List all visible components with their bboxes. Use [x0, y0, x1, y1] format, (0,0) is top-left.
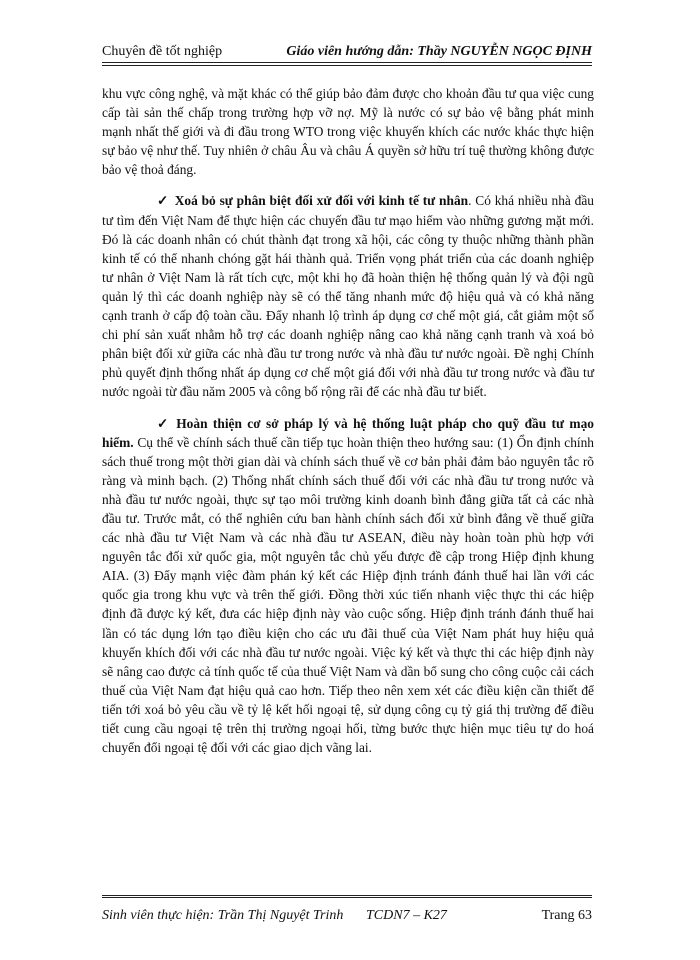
- section-legal-framework: [102, 414, 594, 758]
- section-private-economy: [102, 191, 594, 401]
- paragraph-intro: khu vực công nghệ, và mặt khác có thể giúp bảo đảm được cho khoản đầu tư qua việc cung cấp tài sản thế chấp trong trường hợp vỡ nợ. Mỹ là nước có sự bảo vệ bằng phát minh mạnh nhất thế giới và đi đầu trong WTO trong việc khuyến khích các nước khác thực hiện sự bảo vệ như thế. Tuy nhiên ở châu Âu và châu Á quyền sở hữu trí tuệ thường không được bảo vệ thoả đáng.: [102, 86, 594, 178]
- footer-class: TCDN7 – K27: [366, 908, 447, 923]
- section-legal-framework-title: Hoàn thiện cơ sở pháp lý và hệ thống luật pháp cho quỹ đầu tư mạo hiểm.: [102, 415, 594, 450]
- page-footer: [102, 895, 592, 926]
- document-body: [102, 84, 594, 757]
- header-thesis-label: Chuyên đề tốt nghiệp: [102, 44, 223, 59]
- page-header: [102, 38, 592, 66]
- section-private-economy-body: . Có khá nhiều nhà đầu tư tìm đến Việt Nam để thực hiện các chuyến đầu tư mạo hiểm vào những gương mặt mới. Đó là các doanh nhân có chút thành đạt trong xã hội, các công ty thuộc những thành phần kinh tế có thể nhanh chóng gặt hái thành quả. Triển vọng phát triển của các doanh nghiệp tư nhân ở Việt Nam là rất tích cực, một khi họ đã hoàn thiện hệ thống quản lý và đội ngũ quản lý thì các doanh nghiệp này sẽ có thể tăng nhanh mức độ hiệu quả và có khả năng cạnh tranh ở cấp độ toàn cầu. Đẩy nhanh lộ trình áp dụng cơ chế một giá, cắt giảm một số chi phí sản xuất nhằm hỗ trợ các doanh nghiệp nâng cao khả năng cạnh tranh và xoá bỏ phân biệt đối xử giữa các nhà đầu tư trong nước và nhà đầu tư nước ngoài. Đề nghị Chính phủ quyết định thống nhất áp dụng cơ chế một giá đối với nhà đầu tư trong nước và đầu tư nước ngoài từ đầu năm 2005 và công bố rộng rãi để các nhà đầu tư biết.: [102, 193, 594, 400]
- checkmark-icon: ✓: [157, 193, 169, 209]
- section-private-economy-title: Xoá bỏ sự phân biệt đối xử đối với kinh tế tư nhân: [174, 193, 469, 209]
- section-legal-framework-body: Cụ thể về chính sách thuế cần tiếp tục hoàn thiện theo hướng sau: (1) Ổn định chính sách thuế trong một thời gian dài và chính sách thuế về cơ bản phải đảm bảo nguyên tắc rõ ràng và minh bạch. (2) Thống nhất chính sách thuế đối với các nhà đầu tư trong nước và nhà đầu tư nước ngoài, thực sự tạo môi trường kinh doanh bình đẳng giữa tất cả các nhà đầu tư. Trước mắt, có thể nghiên cứu ban hành chính sách đối xử bình đẳng về thuế giữa các nhà đầu tư Việt Nam và các nhà đầu tư ASEAN, điều này hoàn toàn phù hợp với nguyên tắc đối xử quốc gia, một nguyên tắc chủ yếu được đề cập trong Hiệp định khung AIA. (3) Đẩy mạnh việc đàm phán ký kết các Hiệp định tránh đánh thuế hai lần với các quốc gia trong khu vực và trên thế giới. Đồng thời xúc tiến nhanh việc thực thi các hiệp định đã được ký kết, đưa các hiệp định này vào cuộc sống. Hiệp định tránh đánh thuế hai lần có tác dụng lớn tạo điều kiện cho các ưu đãi thuế của Việt Nam phát huy hiệu quả khuyến khích đối với các nhà đầu tư nước ngoài. Việc ký kết và thực thi các hiệp định này sẽ nâng cao được cả tính quốc tế của thuế Việt Nam và dần bổ sung cho công cuộc cải cách thuế của Việt Nam đạt hiệu quả cao hơn. Tiếp theo nên xem xét các điều kiện cần thiết để tiến tới xoá bỏ yêu cầu về tỷ lệ kết hối ngoại tệ, sử dụng công cụ tỷ giá thị trường để điều tiết cung cầu ngoại tệ trên thị trường ngoại hối, từng bước thực hiện mục tiêu tự do hoá chuyển đổi ngoại tệ đối với các giao dịch vãng lai.: [102, 434, 594, 756]
- footer-student: Sinh viên thực hiện: Trần Thị Nguyệt Trinh: [102, 908, 344, 923]
- footer-page-number: Trang 63: [541, 908, 592, 923]
- header-advisor: Giáo viên hướng dẫn: Thầy NGUYỄN NGỌC ĐỊNH: [286, 44, 592, 59]
- checkmark-icon: ✓: [157, 415, 171, 431]
